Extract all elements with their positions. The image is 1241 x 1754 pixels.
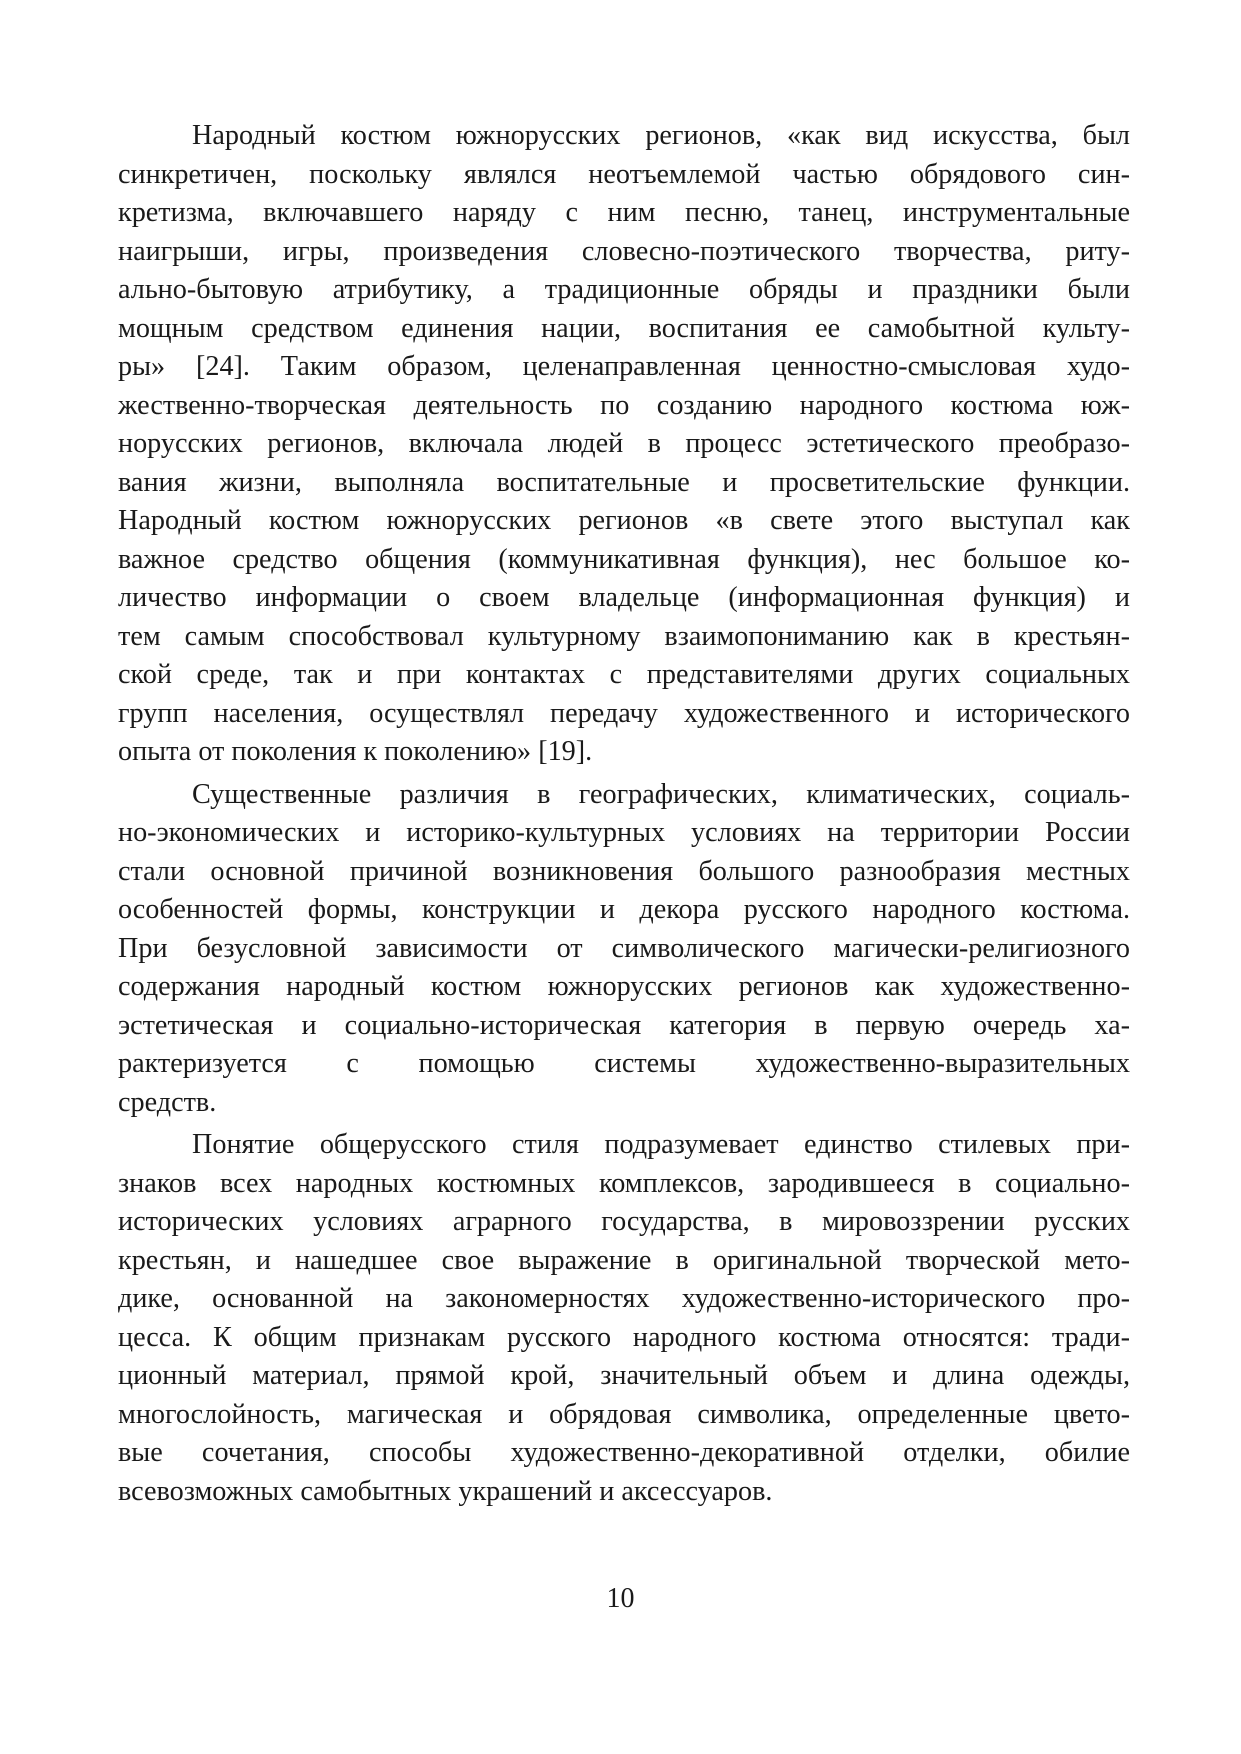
- text-line: Народный костюм южнорусских регионов «в свете этого выступал как: [118, 505, 1130, 536]
- text-line: стали основной причиной возникновения большого разнообразия местных: [118, 855, 1130, 887]
- text-line: Народный костюм южнорусских регионов, «как вид искусства, был: [192, 120, 1130, 151]
- text-line: особенностей формы, конструкции и декора русского народного костюма.: [118, 894, 1130, 925]
- text-line: синкретичен, поскольку являлся неотъемлемой частью обрядового син-: [118, 158, 1130, 190]
- text-line: ской среде, так и при контактах с представителями других социальных: [118, 659, 1130, 690]
- text-line: жественно-творческая деятельность по созданию народного костюма юж-: [118, 389, 1130, 421]
- page-number: 10: [606, 1583, 635, 1614]
- text-line: всевозможных самобытных украшений и аксессуаров.: [118, 1475, 773, 1507]
- text-line: но-экономических и историко-культурных условиях на территории России: [118, 817, 1130, 848]
- paragraph-1: [118, 117, 1130, 772]
- text-line: важное средство общения (коммуникативная функция), нес большое ко-: [118, 543, 1130, 575]
- text-line: Понятие общерусского стиля подразумевает единство стилевых при-: [192, 1129, 1130, 1160]
- text-line: кретизма, включавшего наряду с ним песню, танец, инструментальные: [118, 197, 1130, 228]
- text-line: знаков всех народных костюмных комплексов, зародившееся в социально-: [118, 1167, 1130, 1199]
- paragraph-2: [118, 776, 1130, 1123]
- text-line: личество информации о своем владельце (информационная функция) и: [118, 582, 1130, 613]
- text-line: средств.: [118, 1086, 217, 1118]
- text-line: ционный материал, прямой крой, значительный объем и длина одежды,: [118, 1360, 1130, 1391]
- text-line: крестьян, и нашедшее свое выражение в оригинальной творческой мето-: [118, 1244, 1130, 1276]
- text-line: Существенные различия в географических, климатических, социаль-: [192, 778, 1130, 810]
- text-line: тем самым способствовал культурному взаимопониманию как в крестьян-: [118, 620, 1130, 652]
- text-line: эстетическая и социально-историческая категория в первую очередь ха-: [118, 1009, 1130, 1041]
- text-line: рактеризуется с помощью системы художественно-выразительных: [118, 1048, 1130, 1079]
- text-line: При безусловной зависимости от символического магически-религиозного: [118, 932, 1130, 964]
- paragraph-3: [118, 1126, 1130, 1511]
- text-line: ры» [24]. Таким образом, целенаправленная ценностно-смысловая худо-: [118, 351, 1130, 382]
- text-line: исторических условиях аграрного государства, в мировоззрении русских: [118, 1206, 1130, 1237]
- text-line: норусских регионов, включала людей в процесс эстетического преобразо-: [118, 428, 1130, 459]
- text-line: наигрыши, игры, произведения словесно-поэтического творчества, риту-: [118, 235, 1130, 267]
- text-line: ально-бытовую атрибутику, а традиционные обряды и праздники были: [118, 274, 1130, 305]
- text-line: многослойность, магическая и обрядовая символика, определенные цвето-: [118, 1398, 1130, 1430]
- text-line: вые сочетания, способы художественно-декоративной отделки, обилие: [118, 1437, 1130, 1468]
- text-line: цесса. К общим признакам русского народного костюма относятся: тради-: [118, 1321, 1130, 1353]
- text-line: мощным средством единения нации, воспитания ее самобытной культу-: [118, 312, 1130, 344]
- text-line: групп населения, осуществлял передачу художественного и исторического: [118, 697, 1130, 729]
- text-line: опыта от поколения к поколению» [19].: [118, 736, 593, 767]
- text-line: дике, основанной на закономерностях художественно-исторического про-: [118, 1283, 1130, 1314]
- text-line: содержания народный костюм южнорусских регионов как художественно-: [118, 971, 1130, 1002]
- body-text: [118, 117, 1130, 1511]
- text-line: вания жизни, выполняла воспитательные и просветительские функции.: [118, 466, 1130, 498]
